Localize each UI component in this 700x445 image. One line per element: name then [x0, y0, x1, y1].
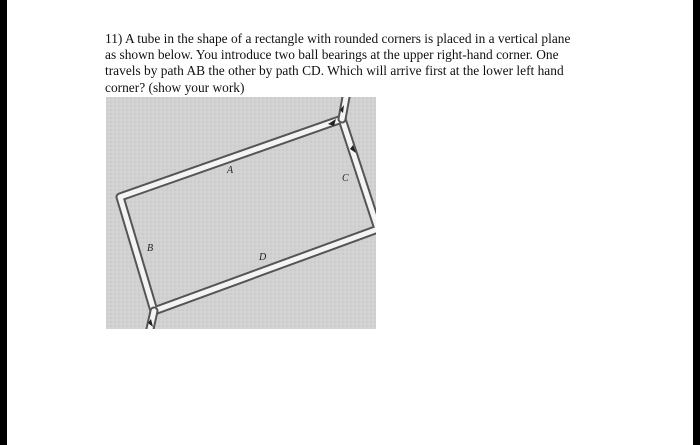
question-line-3: travels by path AB the other by path CD. Which will arrive first at the lower left hand: [105, 63, 564, 79]
label-c: C: [342, 173, 349, 184]
label-a: A: [227, 165, 234, 176]
question-text: [105, 31, 615, 96]
question-line-1: 11) A tube in the shape of a rectangle with rounded corners is placed in a vertical plane: [105, 31, 571, 46]
tube-diagram: [106, 97, 376, 329]
question-line-2: as shown below. You introduce two ball bearings at the upper right-hand corner. One: [105, 47, 559, 63]
label-d: D: [259, 252, 267, 263]
document-page: [7, 0, 693, 445]
label-b: B: [147, 243, 154, 254]
question-line-4: corner? (show your work): [105, 79, 245, 95]
tube-figure: [106, 97, 376, 329]
